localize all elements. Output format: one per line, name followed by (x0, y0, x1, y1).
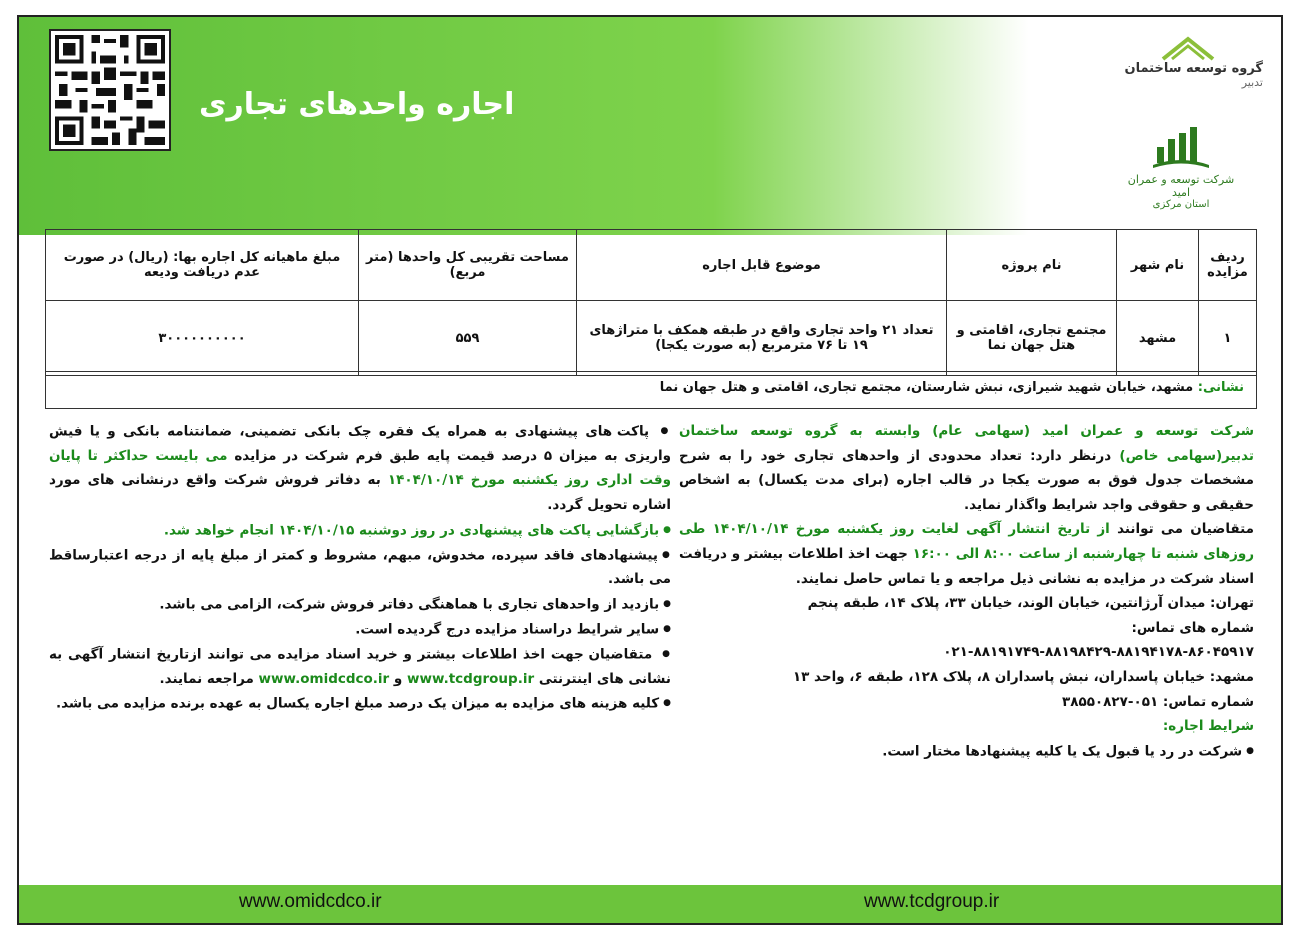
item-6-and: و (393, 670, 403, 687)
condition-item (679, 739, 1254, 764)
condition-text: شرکت در رد یا قبول یک یا کلیه پیشنهادها مختار است. (882, 743, 1243, 760)
group-name: گروه توسعه ساختمان (1124, 61, 1263, 76)
table-header-row (46, 230, 1257, 301)
list-item (49, 518, 671, 543)
cell-project: مجتمع تجاری، اقامتی و هتل جهان نما (947, 301, 1117, 376)
lease-table (45, 229, 1257, 376)
intro-text: درنظر دارد: تعداد محدودی از واحدهای تجاری خود را به شرح مشخصات جدول فوق به صورت یکجا در قالب اجاره (برای مدت یکسال) به اشخاص حقیقی و حقوقی واجد شرایط واگذار نماید. (679, 447, 1254, 513)
intro-paragraph (679, 419, 1254, 517)
address-row (45, 371, 1257, 409)
address-label: نشانی: (1197, 380, 1244, 395)
list-item (49, 617, 671, 642)
bars-icon (1151, 125, 1211, 169)
item-4-text: بازدید از واحدهای تجاری با هماهنگی دفاتر فروش شرکت، الزامی می باشد. (159, 596, 660, 613)
tehran-phones: ۰۲۱-۸۸۱۹۱۷۴۹-۸۸۱۹۸۴۲۹-۸۸۱۹۴۱۷۸-۸۶۰۴۵۹۱۷ (943, 644, 1254, 661)
ad-frame (17, 15, 1283, 925)
footer-url-tcd[interactable]: www.tcdgroup.ir (864, 891, 1000, 912)
header-row-number: ردیف مزایده (1199, 230, 1257, 301)
footer-bar (19, 885, 1281, 923)
company-name: شرکت توسعه و عمران امید (1127, 173, 1235, 199)
item-6-text: متقاضیان جهت اخذ اطلاعات بیشتر و خرید اسناد مزایده می توانند ازتاریخ انتشار آگهی به نشانی های اینترنتی (49, 646, 671, 687)
roof-icon (1158, 35, 1218, 61)
address-text: مشهد، خیابان شهید شیرازی، نبش شارستان، مجتمع تجاری، اقامتی و هتل جهان نما (659, 380, 1194, 395)
cell-row-number: ۱ (1199, 301, 1257, 376)
company-region: استان مرکزی (1152, 199, 1210, 210)
item-1-text: پاکت های پیشنهادی به همراه یک فقره چک بانکی تضمینی، ضمانتنامه بانکی و یا فیش واریزی به میزان ۵ درصد قیمت پایه طبق فرم شرکت در مزایده (49, 423, 671, 464)
left-column (49, 419, 671, 716)
right-column (679, 419, 1254, 764)
cell-city: مشهد (1117, 301, 1199, 376)
header-rent: مبلغ ماهیانه کل اجاره بها: (ریال) در صورت عدم دریافت ودیعه (46, 230, 359, 301)
item-1-deadline: می بایست حداکثر تا پایان وقت اداری روز یکشنبه مورخ ۱۴۰۴/۱۰/۱۴ (49, 447, 671, 489)
list-item (49, 642, 671, 691)
list-item (49, 543, 671, 592)
header-banner (19, 17, 1281, 235)
cell-rent: ۳۰۰۰۰۰۰۰۰۰۰ (46, 301, 359, 376)
page-title: اجاره واحدهای تجاری (199, 87, 515, 122)
table-row (46, 301, 1257, 376)
footer-url-omid[interactable]: www.omidcdco.ir (239, 891, 382, 912)
cell-area: ۵۵۹ (359, 301, 577, 376)
item-1-text-b: به دفاتر فروش شرکت واقع درنشانی های مورد اشاره تحویل گردد. (49, 472, 671, 514)
group-logo (1113, 35, 1263, 115)
item-3-text: پیشنهادهای فاقد سپرده، مخدوش، مبهم، مشروط و کمتر از مبلغ پایه از درجه اعتبارساقط می باشد. (49, 546, 671, 588)
list-item (49, 592, 671, 617)
group-sub: تدبیر (1241, 76, 1263, 89)
qr-code-icon (49, 29, 171, 151)
item-2-text: بازگشایی پاکت های پیشنهادی در روز دوشنبه ۱۴۰۴/۱۰/۱۵ انجام خواهد شد. (163, 521, 660, 538)
item-6-text-b: مراجعه نمایند. (159, 670, 254, 687)
intro-company: شرکت توسعه و عمران امید (سهامی عام) وابسته به گروه توسعه ساختمان تدبیر(سهامی خاص) (679, 423, 1254, 464)
item-5-text: سایر شرایط دراسناد مزایده درج گردیده است. (355, 621, 660, 638)
item-6-url-1[interactable]: www.tcdgroup.ir (407, 670, 535, 687)
tehran-phones-label: شماره های تماس: (1131, 619, 1254, 636)
header-area: مساحت تقریبی کل واحدها (متر مربع) (359, 230, 577, 301)
mashhad-address: مشهد: خیابان پاسداران، نبش پاسداران ۸، پلاک ۱۲۸، طبقه ۶، واحد ۱۳ (792, 668, 1254, 685)
conditions-label: شرایط اجاره: (1162, 718, 1254, 735)
cell-subject: تعداد ۲۱ واحد تجاری واقع در طبقه همکف با متراژهای ۱۹ تا ۷۶ مترمربع (به صورت یکجا) (577, 301, 947, 376)
applicants-paragraph (679, 517, 1254, 591)
list-item (49, 419, 671, 518)
item-6-url-2[interactable]: www.omidcdco.ir (258, 670, 390, 687)
company-logo (1121, 125, 1241, 225)
list-item (49, 691, 671, 716)
mashhad-phone: شماره تماس: ۰۵۱-۳۸۵۵۰۸۲۷ (1061, 693, 1254, 710)
header-subject: موضوع قابل اجاره (577, 230, 947, 301)
applicants-pre: متقاضیان می توانند (1117, 521, 1254, 538)
item-7-text: کلیه هزینه های مزایده به میزان یک درصد مبلغ اجاره یکسال به عهده برنده مزایده می باشد. (55, 695, 660, 712)
applicants-text: جهت اخذ اطلاعات بیشتر و دریافت اسناد شرکت در مزایده به نشانی ذیل مراجعه و یا تماس حاصل نمایند. (679, 545, 1254, 587)
header-project: نام پروژه (947, 230, 1117, 301)
applicants-dates: از تاریخ انتشار آگهی لغایت روز یکشنبه مورخ ۱۴۰۴/۱۰/۱۴ طی روزهای شنبه تا چهارشنبه از ساعت ۸:۰۰ الی ۱۶:۰۰ (679, 521, 1255, 562)
header-city: نام شهر (1117, 230, 1199, 301)
tehran-address: تهران: میدان آرژانتین، خیابان الوند، خیابان ۳۳، پلاک ۱۴، طبقه پنجم (807, 595, 1254, 612)
